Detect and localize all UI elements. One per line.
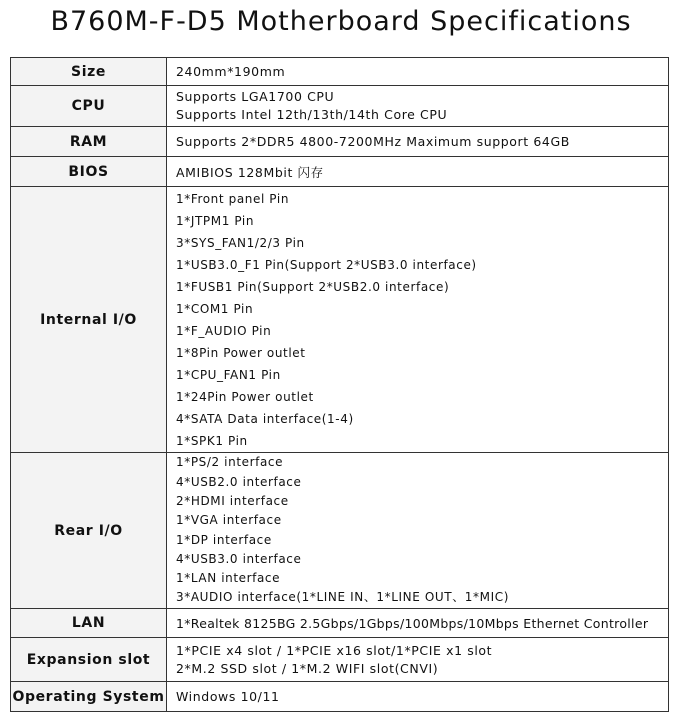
row-value xyxy=(167,58,669,86)
value-line: 1*VGA interface xyxy=(176,513,282,528)
table-row-bios xyxy=(11,157,669,187)
row-value xyxy=(167,157,669,187)
table-row-expansion-slot xyxy=(11,638,669,682)
table-row-internal-io xyxy=(11,187,669,453)
value-line: 3*AUDIO interface(1*LINE IN、1*LINE OUT、1*MIC) xyxy=(176,590,509,605)
value-line: 1*CPU_FAN1 Pin xyxy=(176,367,281,382)
value-line: 4*USB3.0 interface xyxy=(176,551,302,566)
row-label: RAM xyxy=(11,127,167,157)
value-line: 1*USB3.0_F1 Pin(Support 2*USB3.0 interface) xyxy=(176,257,477,272)
value-line: 1*F_AUDIO Pin xyxy=(176,323,272,338)
value-line: 1*24Pin Power outlet xyxy=(176,389,314,404)
value-line: 1*Front panel Pin xyxy=(176,191,290,206)
row-value xyxy=(167,187,669,453)
row-label: LAN xyxy=(11,609,167,638)
value-line: 1*Realtek 8125BG 2.5Gbps/1Gbps/100Mbps/10Mbps Ethernet Controller xyxy=(176,615,649,631)
value-line: 1*8Pin Power outlet xyxy=(176,345,306,360)
row-label: Operating System xyxy=(11,682,167,712)
row-label: CPU xyxy=(11,86,167,127)
spec-table xyxy=(10,57,669,712)
table-row-size xyxy=(11,58,669,86)
value-line: 3*SYS_FAN1/2/3 Pin xyxy=(176,235,305,250)
table-row-rear-io xyxy=(11,453,669,609)
row-value xyxy=(167,682,669,712)
value-line: 1*PCIE x4 slot / 1*PCIE x16 slot/1*PCIE x1 slot xyxy=(176,642,493,658)
value-line: 240mm*190mm xyxy=(176,64,286,79)
table-row-cpu xyxy=(11,86,669,127)
row-label: Rear I/O xyxy=(11,453,167,609)
value-line: 2*HDMI interface xyxy=(176,493,289,508)
row-label: Size xyxy=(11,58,167,86)
value-line: AMIBIOS 128Mbit 闪存 xyxy=(176,164,324,180)
row-value xyxy=(167,127,669,157)
table-row-lan xyxy=(11,609,669,638)
row-label: BIOS xyxy=(11,157,167,187)
value-line: 4*USB2.0 interface xyxy=(176,474,302,489)
value-line: Supports Intel 12th/13th/14th Core CPU xyxy=(176,107,448,122)
value-line: 4*SATA Data interface(1-4) xyxy=(176,411,354,426)
row-label: Expansion slot xyxy=(11,638,167,682)
value-line: 1*SPK1 Pin xyxy=(176,433,248,448)
value-line: 1*COM1 Pin xyxy=(176,301,254,316)
row-label: Internal I/O xyxy=(11,187,167,453)
row-value xyxy=(167,638,669,682)
table-row-ram xyxy=(11,127,669,157)
table-row-operating-system xyxy=(11,682,669,712)
value-line: 1*PS/2 interface xyxy=(176,455,284,470)
page-title: B760M-F-D5 Motherboard Specifications xyxy=(50,6,632,37)
value-line: Windows 10/11 xyxy=(176,689,280,704)
value-line: 1*FUSB1 Pin(Support 2*USB2.0 interface) xyxy=(176,279,450,294)
value-line: Supports LGA1700 CPU xyxy=(176,89,335,104)
value-line: 1*DP interface xyxy=(176,532,272,547)
row-value xyxy=(167,609,669,638)
row-value xyxy=(167,86,669,127)
value-line: Supports 2*DDR5 4800-7200MHz Maximum support 64GB xyxy=(176,134,570,149)
row-value xyxy=(167,453,669,609)
value-line: 1*JTPM1 Pin xyxy=(176,213,255,228)
value-line: 1*LAN interface xyxy=(176,571,281,586)
value-line: 2*M.2 SSD slot / 1*M.2 WIFI slot(CNVI) xyxy=(176,660,439,676)
